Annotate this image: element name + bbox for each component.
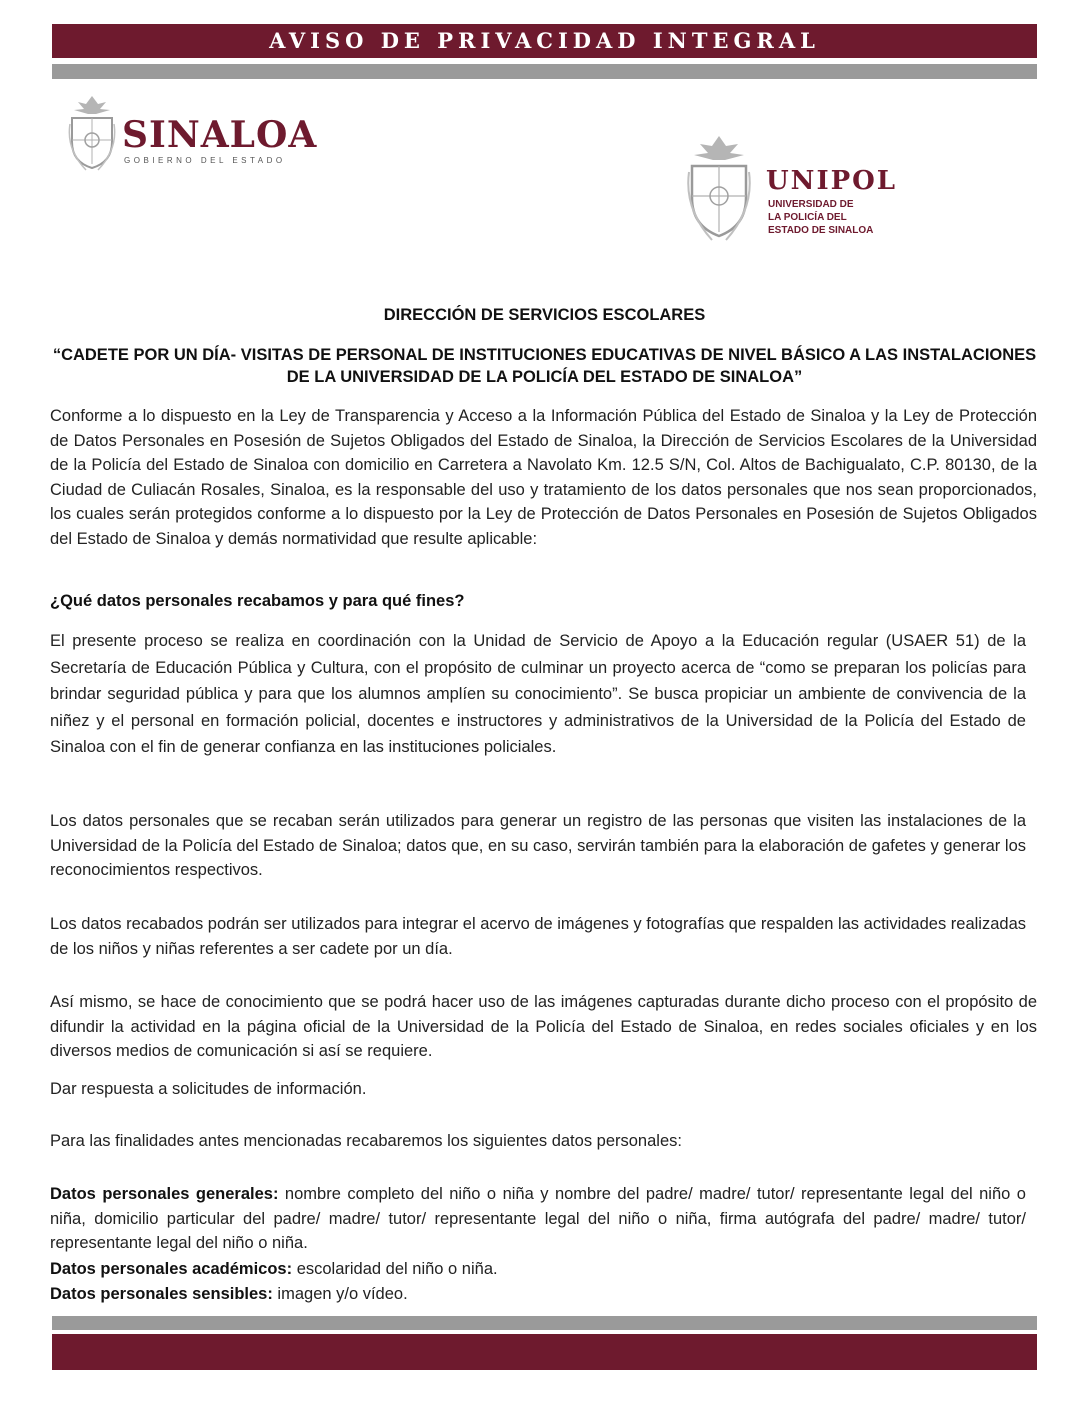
sensitive-data-text: imagen y/o vídeo. bbox=[272, 1285, 408, 1303]
images-paragraph: Los datos recabados podrán ser utilizados para integrar el acervo de imágenes y fotografías que respalden las actividades realizadas de los niños y niñas referentes a ser cadete por un día. bbox=[50, 915, 1026, 958]
general-data-paragraph bbox=[50, 1182, 1026, 1256]
sinaloa-seal-icon bbox=[66, 94, 118, 174]
academic-data-paragraph bbox=[50, 1257, 1026, 1282]
requests-paragraph: Dar respuesta a solicitudes de información. bbox=[50, 1080, 367, 1098]
sinaloa-logo bbox=[66, 94, 318, 174]
header-banner bbox=[52, 24, 1037, 58]
unipol-subtitle-line: ESTADO DE SINALOA bbox=[768, 225, 874, 236]
unipol-subtitle-line: UNIVERSIDAD DE bbox=[768, 199, 854, 210]
intro-paragraph: Conforme a lo dispuesto en la Ley de Transparencia y Acceso a la Información Pública del Estado de Sinaloa y la Ley de Protección de Datos Personales en Posesión de Sujetos Obligados del Estado de Sinaloa, la Dirección de Servicios Escolares de la Universidad de la Policía del Estado de Sinaloa con domicilio en Carretera a Navolato Km. 12.5 S/N, Col. Altos de Bachigualato, C.P. 80130, de la Ciudad de Culiacán Rosales, Sinaloa, es la responsable del uso y tratamiento de los datos personales que nos sean proporcionados, los cuales serán protegidos conforme a lo dispuesto por la Ley de Protección de Datos Personales en Posesión de Sujetos Obligados del Estado de Sinaloa y demás normatividad que resulte aplicable: bbox=[50, 407, 1037, 548]
registry-paragraph: Los datos personales que se recaban serán utilizados para generar un registro de las personas que visiten las instalaciones de la Universidad de la Policía del Estado de Sinaloa; datos que, en su caso, servirán también para la elaboración de gafetes y generar los reconocimientos respectivos. bbox=[50, 812, 1026, 879]
academic-data-label: Datos personales académicos: bbox=[50, 1260, 293, 1278]
academic-data-text: escolaridad del niño o niña. bbox=[292, 1260, 498, 1278]
section-heading: ¿Qué datos personales recabamos y para qué fines? bbox=[50, 592, 465, 610]
unipol-seal-icon bbox=[684, 134, 754, 244]
general-data-text: nombre completo del niño o niña y nombre del padre/ madre/ tutor/ representante legal del niño o niña, domicilio particular del padre/ madre/ tutor/ representante legal del niño o niña, firma autógrafa del padre/ madre/ tutor/ representante legal del niño o niña. bbox=[50, 1185, 1026, 1252]
sinaloa-subtitle: GOBIERNO DEL ESTADO bbox=[124, 156, 286, 165]
unipol-name: UNIPOL bbox=[766, 166, 898, 196]
sensitive-data-paragraph bbox=[50, 1282, 1026, 1307]
general-data-label: Datos personales generales: bbox=[50, 1185, 279, 1203]
unipol-logo bbox=[684, 134, 924, 244]
unipol-subtitle bbox=[768, 198, 873, 237]
department-title: DIRECCIÓN DE SERVICIOS ESCOLARES bbox=[383, 306, 706, 324]
footer-banner bbox=[52, 1334, 1037, 1370]
header-divider bbox=[52, 64, 1037, 79]
diffusion-paragraph: Así mismo, se hace de conocimiento que se podrá hacer uso de las imágenes capturadas durante dicho proceso con el propósito de difundir la actividad en la página oficial de la Universidad de la Policía del Estado de Sinaloa, en redes sociales oficiales y en los diversos medios de comunicación si así se requiere. bbox=[50, 993, 1037, 1060]
sinaloa-name: SINALOA bbox=[122, 114, 318, 156]
banner-title: AVISO DE PRIVACIDAD INTEGRAL bbox=[269, 28, 820, 53]
data-intro-paragraph: Para las finalidades antes mencionadas recabaremos los siguientes datos personales: bbox=[50, 1132, 682, 1150]
sensitive-data-label: Datos personales sensibles: bbox=[50, 1285, 273, 1303]
subject-title: “CADETE POR UN DÍA- VISITAS DE PERSONAL DE INSTITUCIONES EDUCATIVAS DE NIVEL BÁSICO A LAS INSTALACIONES DE LA UNIVERSIDAD DE LA POLICÍA DEL ESTADO DE SINALOA” bbox=[52, 346, 1037, 386]
unipol-subtitle-line: LA POLICÍA DEL bbox=[768, 212, 847, 223]
purpose-paragraph: El presente proceso se realiza en coordinación con la Unidad de Servicio de Apoyo a la Educación regular (USAER 51) de la Secretaría de Educación Pública y Cultura, con el propósito de culminar un proyecto acerca de “como se preparan los policías para brindar seguridad pública y para que los alumnos amplíen su conocimiento”. Se busca propiciar un ambiente de convivencia de la niñez y el personal en formación policial, docentes e instructores y administrativos de la Universidad de la Policía del Estado de Sinaloa con el fin de generar confianza en las instituciones policiales. bbox=[50, 632, 1026, 756]
footer-divider bbox=[52, 1316, 1037, 1330]
